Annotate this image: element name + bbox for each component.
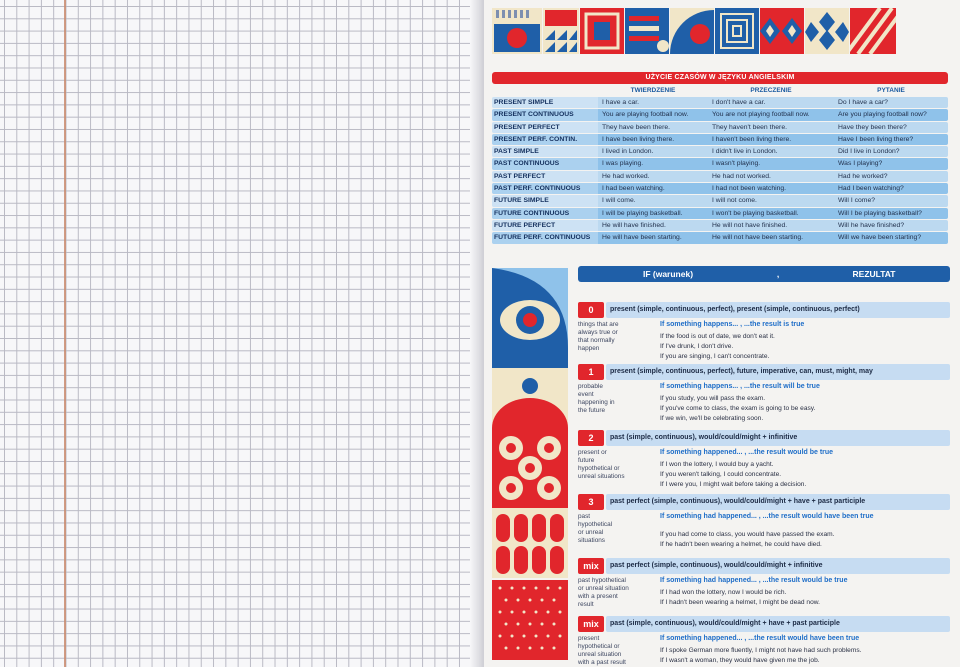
usage-line: result xyxy=(578,601,594,608)
conditional-rule: If something happened... , ...the result would have been true xyxy=(660,635,860,642)
negative-example: I will not come. xyxy=(712,197,757,205)
affirmative-example: I will come. xyxy=(602,197,636,205)
tense-row xyxy=(492,232,948,243)
pattern-tile xyxy=(625,8,669,54)
header-question: PYTANIE xyxy=(877,87,905,94)
usage-line: hypothetical or xyxy=(578,643,620,650)
pattern-tile xyxy=(850,8,896,54)
affirmative-example: I was playing. xyxy=(602,160,644,168)
tense-row xyxy=(492,171,948,182)
conditional-example: If I were you, I might wait before taking a decision. xyxy=(660,481,807,488)
header-negative: PRZECZENIE xyxy=(750,87,792,94)
negative-example: I haven't been living there. xyxy=(712,135,792,143)
usage-line: hypothetical xyxy=(578,521,613,528)
question-example: Will I come? xyxy=(838,197,876,205)
question-example: Have they been there? xyxy=(838,123,907,131)
usage-line: past xyxy=(578,513,591,520)
pattern-tile xyxy=(715,8,759,54)
tense-row xyxy=(492,134,948,145)
conditional-usage xyxy=(578,513,654,545)
usage-line: happen xyxy=(578,345,600,352)
question-example: Was I playing? xyxy=(838,160,883,168)
affirmative-example: I will be playing basketball. xyxy=(602,209,683,217)
affirmative-example: I lived in London. xyxy=(602,148,654,156)
tense-row xyxy=(492,109,948,120)
conditional-example: If you've come to class, the exam is going to be easy. xyxy=(660,405,816,412)
affirmative-example: They have been there. xyxy=(602,123,671,131)
tense-name: FUTURE PERF. CONTINUOUS xyxy=(492,232,598,243)
tense-table-title: UŻYCIE CZASÓW W JĘZYKU ANGIELSKIM xyxy=(492,72,948,84)
conditional-usage xyxy=(578,635,654,667)
conditional-formula: past (simple, continuous), would/could/might + infinitive xyxy=(606,430,950,446)
question-example: Will he have finished? xyxy=(838,221,905,229)
tense-row xyxy=(492,195,948,206)
tense-name: FUTURE CONTINUOUS xyxy=(492,208,598,219)
reference-page xyxy=(484,0,960,667)
negative-example: He will not have been starting. xyxy=(712,234,804,242)
conditional-type-badge: 2 xyxy=(578,430,604,446)
negative-example: He had not worked. xyxy=(712,172,771,180)
negative-example: I had not been watching. xyxy=(712,185,787,193)
negative-example: I didn't live in London. xyxy=(712,148,778,156)
tense-name: PAST PERF. CONTINUOUS xyxy=(492,183,598,194)
usage-line: unreal situations xyxy=(578,473,625,480)
conditional-rule: If something happens... , ...the result is true xyxy=(660,321,805,328)
conditional-formula: past perfect (simple, continuous), would/could/might + infinitive xyxy=(606,558,950,574)
tense-name: PRESENT PERF. CONTIN. xyxy=(492,134,598,145)
header-affirmative: TWIERDZENIE xyxy=(630,87,676,94)
affirmative-example: You are playing football now. xyxy=(602,111,689,119)
conditional-formula: past perfect (simple, continuous), would/could/might + have + past participle xyxy=(606,494,950,510)
tense-row xyxy=(492,220,948,231)
pattern-tile xyxy=(805,8,849,54)
pattern-tile xyxy=(580,8,624,54)
negative-example: I don't have a car. xyxy=(712,99,766,106)
usage-line: present or xyxy=(578,449,607,456)
tense-name: FUTURE SIMPLE xyxy=(492,195,598,206)
conditional-rule: If something happens... , ...the result will be true xyxy=(660,383,820,390)
tense-name: PAST SIMPLE xyxy=(492,146,598,157)
usage-line: hypothetical or xyxy=(578,465,620,472)
conditional-example: If I've drunk, I don't drive. xyxy=(660,343,734,350)
conditional-example: If you study, you will pass the exam. xyxy=(660,395,766,402)
conditional-formula: present (simple, continuous, perfect), future, imperative, can, must, might, may xyxy=(606,364,950,380)
usage-line: that normally xyxy=(578,337,615,344)
conditional-usage xyxy=(578,577,654,609)
decorative-pattern-strip xyxy=(492,8,948,54)
conditional-example: If you weren't talking, I could concentrate. xyxy=(660,471,782,478)
affirmative-example: I have been living there. xyxy=(602,135,675,143)
usage-line: unreal situation xyxy=(578,651,622,658)
question-example: Will we have been starting? xyxy=(838,234,922,242)
usage-line: with a past result xyxy=(578,659,626,666)
affirmative-example: I had been watching. xyxy=(602,185,665,193)
question-example: Will I be playing basketball? xyxy=(838,209,922,217)
pattern-tile xyxy=(492,8,542,54)
tense-row xyxy=(492,208,948,219)
conditional-example: If you had come to class, you would have passed the exam. xyxy=(660,531,835,538)
conditional-example: If I won the lottery, I would buy a yacht. xyxy=(660,461,774,468)
usage-line: happening in xyxy=(578,399,615,406)
conditional-type-badge: 1 xyxy=(578,364,604,380)
tense-name: FUTURE PERFECT xyxy=(492,220,598,231)
conditional-example: If I had won the lottery, now I would be rich. xyxy=(660,589,787,596)
conditional-rule: If something happened... , ...the result would be true xyxy=(660,449,834,456)
tense-name: PAST PERFECT xyxy=(492,171,598,182)
usage-line: with a present xyxy=(578,593,618,600)
conditional-rule: If something had happened... , ...the result would be true xyxy=(660,577,848,584)
question-example: Had I been watching? xyxy=(838,185,904,193)
usage-line: probable xyxy=(578,383,603,390)
tense-row xyxy=(492,158,948,169)
conditional-type-badge: mix xyxy=(578,616,604,632)
header-if: IF (warunek) xyxy=(642,269,694,279)
question-example: Do I have a car? xyxy=(838,99,888,106)
usage-line: things that are xyxy=(578,321,619,328)
conditional-type-badge: 3 xyxy=(578,494,604,510)
conditional-formula: present (simple, continuous, perfect), present (simple, continuous, perfect) xyxy=(606,302,950,318)
conditional-type-badge: 0 xyxy=(578,302,604,318)
conditionals-section xyxy=(578,266,950,666)
usage-line: or unreal xyxy=(578,529,604,536)
conditionals-header xyxy=(578,266,950,282)
tense-name: PRESENT PERFECT xyxy=(492,122,598,133)
conditional-usage xyxy=(578,321,654,353)
conditional-example: If you are singing, I can't concentrate. xyxy=(660,353,770,360)
negative-example: You are not playing football now. xyxy=(712,111,810,119)
pattern-tile xyxy=(670,8,714,54)
conditional-type-badge: mix xyxy=(578,558,604,574)
tense-row xyxy=(492,97,948,108)
tense-name: PRESENT SIMPLE xyxy=(492,97,598,108)
negative-example: He will not have finished. xyxy=(712,221,788,229)
decorative-side-column xyxy=(492,268,568,660)
header-comma: , xyxy=(776,269,780,279)
conditional-example: If I spoke German more fluently, I might not have had such problems. xyxy=(660,647,862,654)
affirmative-example: He had worked. xyxy=(602,172,650,180)
conditional-example: If we win, we'll be celebrating soon. xyxy=(660,415,764,422)
usage-line: the future xyxy=(578,407,606,414)
conditional-usage xyxy=(578,383,654,415)
tense-row xyxy=(492,122,948,133)
conditional-example: If I hadn't been wearing a helmet, I might be dead now. xyxy=(660,599,820,606)
question-example: Are you playing football now? xyxy=(838,111,927,119)
usage-line: future xyxy=(578,457,595,464)
grid-page xyxy=(0,0,478,667)
conditional-example: If I wasn't a woman, they would have given me the job. xyxy=(660,657,820,664)
affirmative-example: I have a car. xyxy=(602,99,640,106)
usage-line: situations xyxy=(578,537,605,544)
tense-name: PRESENT CONTINUOUS xyxy=(492,109,598,120)
tense-name: PAST CONTINUOUS xyxy=(492,158,598,169)
conditional-example: If the food is out of date, we don't eat it. xyxy=(660,333,775,340)
tense-row xyxy=(492,146,948,157)
question-example: Did I live in London? xyxy=(838,148,900,156)
tense-table-header xyxy=(492,86,948,96)
tense-table xyxy=(492,72,948,244)
header-spacer xyxy=(492,86,598,96)
pattern-tile xyxy=(543,8,579,54)
pattern-tile xyxy=(760,8,804,54)
conditional-rule: If something had happened... , ...the result would have been true xyxy=(660,513,874,520)
header-result: REZULTAT xyxy=(852,269,896,279)
usage-line: present xyxy=(578,635,600,642)
usage-line: past hypothetical xyxy=(578,577,626,584)
negative-example: I won't be playing basketball. xyxy=(712,209,799,217)
question-example: Had he worked? xyxy=(838,172,888,180)
affirmative-example: He will have finished. xyxy=(602,221,666,229)
negative-example: I wasn't playing. xyxy=(712,160,761,168)
affirmative-example: He will have been starting. xyxy=(602,234,682,242)
conditional-example: If he hadn't been wearing a helmet, he could have died. xyxy=(660,541,822,548)
tense-row xyxy=(492,183,948,194)
negative-example: They haven't been there. xyxy=(712,123,787,131)
question-example: Have I been living there? xyxy=(838,135,914,143)
usage-line: or unreal situation xyxy=(578,585,629,592)
usage-line: always true or xyxy=(578,329,618,336)
usage-line: event xyxy=(578,391,594,398)
conditional-formula: past (simple, continuous), would/could/might + have + past participle xyxy=(606,616,950,632)
conditional-usage xyxy=(578,449,654,481)
